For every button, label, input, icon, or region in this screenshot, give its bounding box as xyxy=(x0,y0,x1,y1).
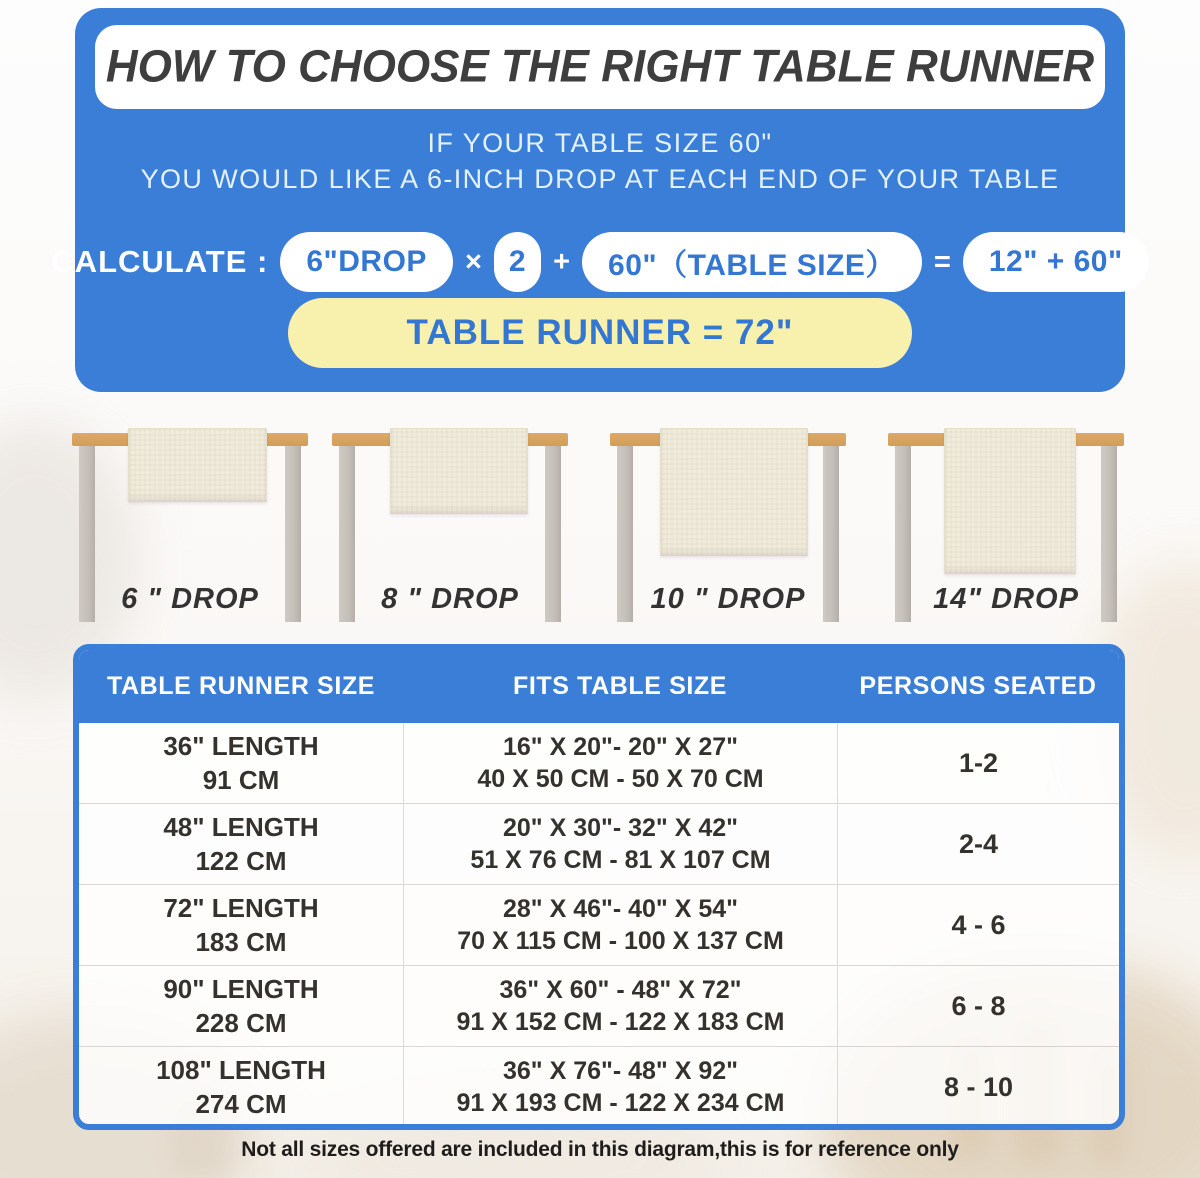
table-row xyxy=(79,723,1119,804)
fits-size-inches: 20" X 30"- 32" X 42" xyxy=(502,813,739,842)
size-chart-body xyxy=(79,723,1119,1127)
runner-size-cell xyxy=(79,804,403,884)
equals-sign: = xyxy=(933,245,951,278)
persons-seated-cell xyxy=(837,1047,1119,1127)
fits-size-cell xyxy=(403,804,837,884)
page-title: HOW TO CHOOSE THE RIGHT TABLE RUNNER xyxy=(105,41,1095,92)
table-runner-cloth xyxy=(944,428,1076,574)
header-cell-fits-table-size: FITS TABLE SIZE xyxy=(512,672,728,700)
fits-size-cell xyxy=(403,723,837,803)
runner-size-cell xyxy=(79,966,403,1046)
calculate-label: CALCULATE : xyxy=(51,244,269,279)
calculation-row xyxy=(51,232,1125,292)
header-cell-runner-size: TABLE RUNNER SIZE xyxy=(106,672,376,700)
size-chart-panel xyxy=(73,644,1125,1130)
header-cell-persons-seated: PERSONS SEATED xyxy=(859,672,1097,700)
drop-label: 8 " DROP xyxy=(381,583,519,615)
table-runner-cloth xyxy=(660,428,808,556)
fits-size-inches: 36" X 76"- 48" X 92" xyxy=(502,1056,739,1085)
persons-seated-value: 8 - 10 xyxy=(943,1071,1014,1102)
drop-label: 14" DROP xyxy=(933,583,1079,615)
fits-size-cell xyxy=(403,966,837,1046)
plus-sign: + xyxy=(553,245,571,278)
result-banner: TABLE RUNNER = 72" xyxy=(288,298,912,368)
runner-size-inches: 108" LENGTH xyxy=(156,1054,326,1085)
drop-example-table-6 xyxy=(72,425,308,621)
persons-seated-cell xyxy=(837,804,1119,884)
size-chart-header-row xyxy=(79,650,1119,723)
title-bar xyxy=(95,25,1105,109)
drop-label: 6 " DROP xyxy=(121,583,259,615)
table-runner-cloth xyxy=(390,428,528,514)
persons-seated-value: 2-4 xyxy=(958,828,999,859)
drop-pill: 6"DROP xyxy=(280,232,453,292)
runner-size-cm: 122 CM xyxy=(195,845,287,876)
runner-size-inches: 90" LENGTH xyxy=(163,973,319,1004)
persons-seated-cell xyxy=(837,966,1119,1046)
runner-size-inches: 36" LENGTH xyxy=(163,730,319,761)
multiply-sign: × xyxy=(464,245,482,278)
fits-size-cm: 51 X 76 CM - 81 X 107 CM xyxy=(470,845,771,874)
persons-seated-value: 6 - 8 xyxy=(951,990,1006,1021)
runner-size-cm: 183 CM xyxy=(195,926,287,957)
persons-seated-value: 4 - 6 xyxy=(951,909,1006,940)
runner-size-cm: 274 CM xyxy=(195,1088,287,1119)
table-runner-cloth xyxy=(128,428,267,502)
header-panel xyxy=(51,8,1125,392)
factor-pill: 2 xyxy=(494,232,541,292)
runner-size-cell xyxy=(79,1047,403,1127)
fits-size-inches: 36" X 60" - 48" X 72" xyxy=(499,975,742,1004)
drop-example-table-10 xyxy=(610,425,846,621)
fits-size-cm: 40 X 50 CM - 50 X 70 CM xyxy=(477,764,764,793)
runner-size-cell xyxy=(79,723,403,803)
persons-seated-cell xyxy=(837,885,1119,965)
footer-note: Not all sizes offered are included in this diagram,this is for reference only xyxy=(241,1138,959,1161)
fits-size-inches: 28" X 46"- 40" X 54" xyxy=(502,894,739,923)
runner-size-inches: 48" LENGTH xyxy=(163,811,319,842)
fits-size-inches: 16" X 20"- 20" X 27" xyxy=(502,732,739,761)
subtitle-line-1: IF YOUR TABLE SIZE 60" xyxy=(427,128,773,158)
drop-example-table-8 xyxy=(332,425,568,621)
drop-examples-row xyxy=(0,425,1200,621)
fits-size-cell xyxy=(403,1047,837,1127)
runner-size-cell xyxy=(79,885,403,965)
sum-pill: 12" + 60" xyxy=(963,232,1149,292)
fits-size-cm: 91 X 152 CM - 122 X 183 CM xyxy=(456,1007,785,1036)
fits-size-cm: 91 X 193 CM - 122 X 234 CM xyxy=(456,1088,785,1117)
table-row xyxy=(79,885,1119,966)
runner-size-cm: 91 CM xyxy=(202,764,280,795)
drop-example-table-14 xyxy=(888,425,1124,621)
persons-seated-value: 1-2 xyxy=(958,747,999,778)
table-row xyxy=(79,1047,1119,1127)
runner-size-cm: 228 CM xyxy=(195,1007,287,1038)
drop-label: 10 " DROP xyxy=(650,583,806,615)
fits-size-cm: 70 X 115 CM - 100 X 137 CM xyxy=(457,926,784,955)
persons-seated-cell xyxy=(837,723,1119,803)
table-size-pill: 60"（TABLE SIZE） xyxy=(582,232,922,292)
subtitle-line-2: YOU WOULD LIKE A 6-INCH DROP AT EACH END OF YOUR TABLE xyxy=(140,164,1060,194)
fits-size-cell xyxy=(403,885,837,965)
table-row xyxy=(79,804,1119,885)
runner-size-inches: 72" LENGTH xyxy=(163,892,319,923)
table-row xyxy=(79,966,1119,1047)
